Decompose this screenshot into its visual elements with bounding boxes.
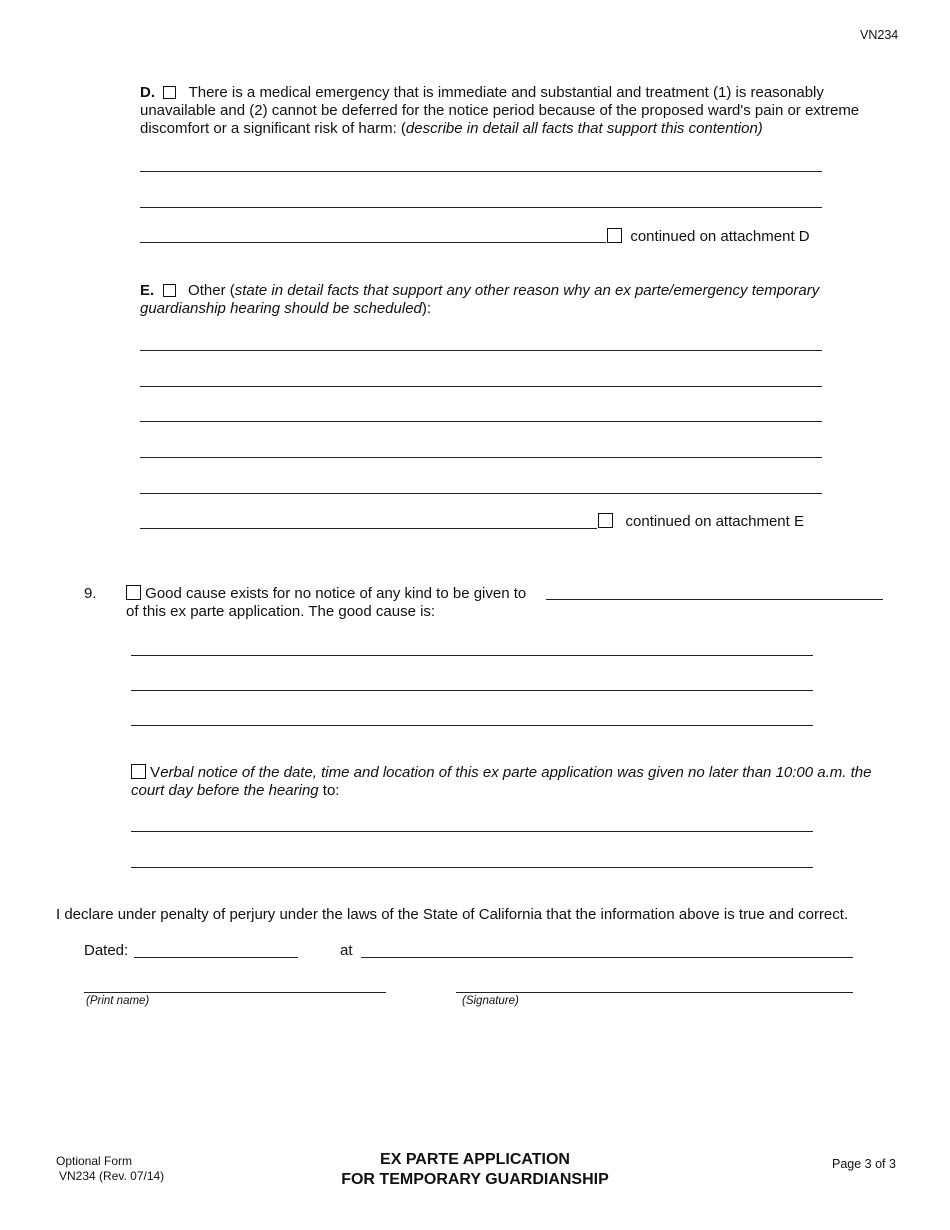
page-number: Page 3 of 3 [832,1157,896,1171]
section-d-body: There is a medical emergency that is immediate and substantial and treatment (1) is reasonably unavailable and (2) cannot be deferred for the notice period because of the proposed ward's pain or extreme discomfort or a significant risk of harm: ( [140,84,860,137]
section-d-checkbox[interactable] [163,86,176,99]
verbal-notice-tail: to: [318,782,340,799]
section-d-letter: D. [140,84,155,101]
form-id: VN234 [860,28,899,42]
item-9-text-1: Good cause exists for no notice of any kind to be given to [145,585,527,602]
section-d-italic: describe in detail all facts that support this contention) [405,120,763,137]
section-e-line-2[interactable] [140,386,822,387]
no-notice-party-line[interactable] [546,599,883,600]
verbal-notice-italic: erbal notice of the date, time and location of this ex parte application was given no later than 10:00 a.m. the court day before the hearing [131,764,872,799]
footer-optional: Optional Form [56,1154,133,1168]
verbal-notice-text [131,764,891,800]
section-d-line-3[interactable] [140,242,606,243]
footer-title [275,1150,675,1190]
item-9-line1 [126,585,526,603]
section-d-line-1[interactable] [140,171,822,172]
dated-field[interactable] [134,957,298,958]
section-e-italic: state in detail facts that support any other reason why an ex parte/emergency temporary guardianship hearing should be scheduled [140,282,820,317]
dated-label: Dated: [84,942,129,959]
signature-field[interactable] [456,992,853,993]
section-e-line-1[interactable] [140,350,822,351]
section-e-line-4[interactable] [140,457,822,458]
attachment-d-label: continued on attachment D [630,228,810,245]
at-label: at [340,942,353,959]
item-9-checkbox[interactable] [126,585,141,600]
print-name-label: (Print name) [86,995,150,1007]
section-e-checkbox[interactable] [163,284,176,297]
attachment-e-checkbox[interactable] [598,513,613,528]
section-e-letter: E. [140,282,155,299]
attachment-e [598,513,804,530]
section-e-line-6[interactable] [140,528,597,529]
location-field[interactable] [361,957,853,958]
good-cause-line-3[interactable] [131,725,813,726]
section-e-text [140,282,890,318]
attachment-e-label: continued on attachment E [625,513,804,530]
section-d-line-2[interactable] [140,207,822,208]
section-e-lead: Other ( [188,282,235,299]
print-name-field[interactable] [84,992,386,993]
item-9-number: 9. [84,585,97,602]
verbal-notice-line-1[interactable] [131,831,813,832]
verbal-notice-line-2[interactable] [131,867,813,868]
footer-title-1: EX PARTE APPLICATION [380,1151,570,1168]
section-d-text [140,84,890,138]
verbal-notice-lead: V [150,764,161,781]
section-e-line-3[interactable] [140,421,822,422]
good-cause-line-1[interactable] [131,655,813,656]
footer-form-info [56,1154,164,1184]
footer-title-2: FOR TEMPORARY GUARDIANSHIP [341,1171,609,1188]
section-e-tail: ): [421,300,432,317]
section-e-line-5[interactable] [140,493,822,494]
signature-label: (Signature) [462,995,519,1007]
good-cause-line-2[interactable] [131,690,813,691]
item-9-text-2: of this ex parte application. The good cause is: [126,603,436,620]
attachment-d-checkbox[interactable] [607,228,622,243]
attachment-d [607,228,810,245]
declaration-text: I declare under penalty of perjury under the laws of the State of California that the information above is true and correct. [56,906,849,923]
verbal-notice-checkbox[interactable] [131,764,146,779]
footer-rev: VN234 (Rev. 07/14) [59,1169,165,1183]
